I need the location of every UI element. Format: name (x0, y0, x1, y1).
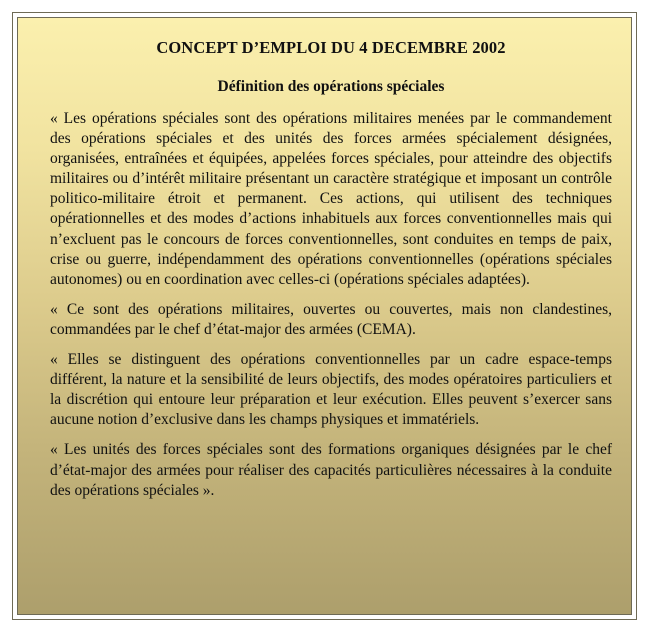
paragraph-definition: « Les opérations spéciales sont des opérations militaires menées par le commandement des opérations spéciales et des unités des forces armées spécialement désignées, organisées, entraînées et équipées, appelées forces spéciales, pour atteindre des objectifs militaires ou d’intérêt militaire présentant un caractère stratégique et imposant un contrôle politico-militaire étroit et permanent. Ces actions, qui utilisent des techniques opérationnelles et des modes d’actions inhabituels aux forces conventionnelles mais qui n’excluent pas le concours de forces conventionnelles, sont conduites en temps de paix, crise ou guerre, indépendamment des opérations conventionnelles (opérations spéciales autonomes) ou en coordination avec celles-ci (opérations spéciales adaptées). (50, 110, 612, 288)
paragraph-distinction: « Elles se distinguent des opérations conventionnelles par un cadre espace-temps différent, la nature et la sensibilité de leurs objectifs, des modes opératoires particuliers et la discrétion qui entoure leur préparation et leur exécution. Elles peuvent s’exercer sans aucune notion d’exclusive dans les champs physiques et immatériels. (50, 351, 612, 429)
paragraph-units: « Les unités des forces spéciales sont des formations organiques désignées par le chef d’état-major des armées pour réaliser des capacités particulières nécessaires à la conduite des opérations spéciales ». (50, 441, 612, 499)
document-title: CONCEPT D’EMPLOI DU 4 DECEMBRE 2002 (156, 38, 506, 57)
paragraph-nature: « Ce sont des opérations militaires, ouvertes ou couvertes, mais non clandestines, commandées par le chef d’état-major des armées (CEMA). (50, 300, 612, 338)
document-content (50, 38, 612, 511)
document-subtitle: Définition des opérations spéciales (217, 78, 445, 95)
